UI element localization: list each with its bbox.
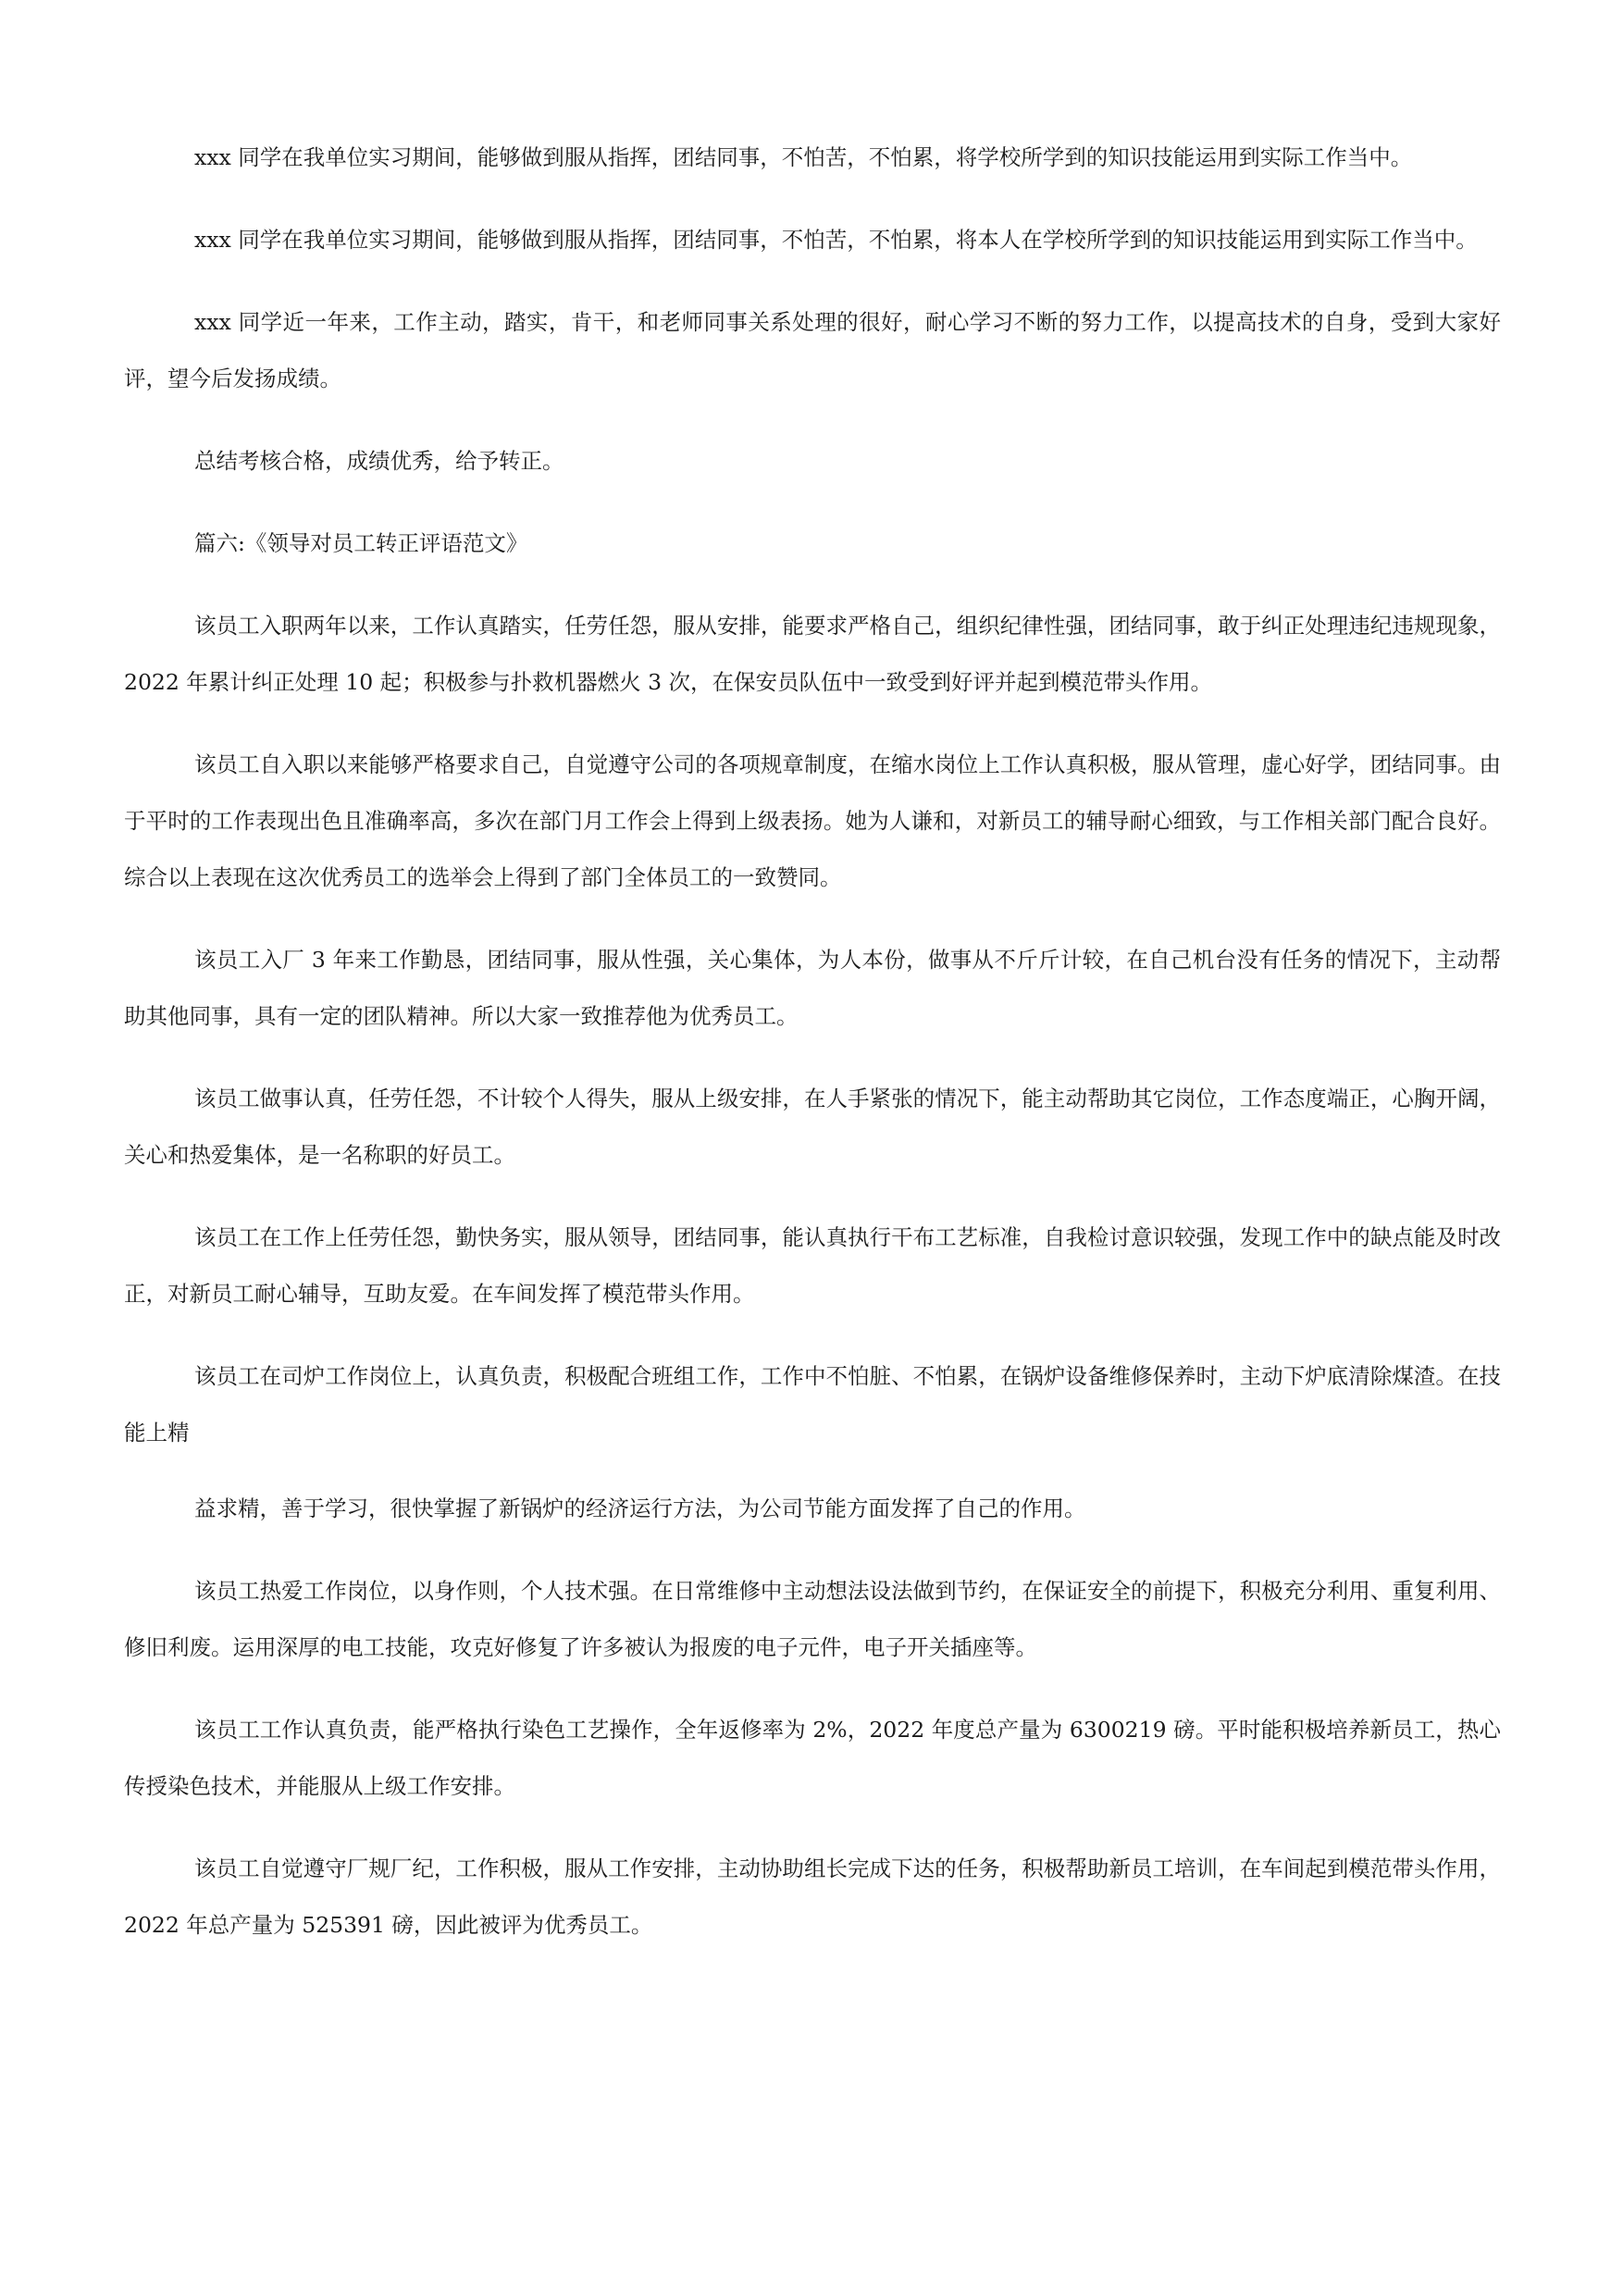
paragraph: 该员工工作认真负责，能严格执行染色工艺操作，全年返修率为 2%，2022 年度总产量为 6300219 磅。平时能积极培养新员工，热心传授染色技术，并能服从上级工作安排。 [124, 1717, 1501, 1799]
paragraph: 总结考核合格，成绩优秀，给予转正。 [194, 448, 564, 474]
paragraph: 该员工自入职以来能够严格要求自己，自觉遵守公司的各项规章制度，在缩水岗位上工作认真积极，服从管理，虚心好学，团结同事。由于平时的工作表现出色且准确率高，多次在部门月工作会上得到上级表扬。她为人谦和，对新员工的辅导耐心细致，与工作相关部门配合良好。综合以上表现在这次优秀员工的选举会上得到了部门全体员工的一致赞同。 [124, 751, 1501, 890]
paragraph: 该员工在工作上任劳任怨，勤快务实，服从领导，团结同事，能认真执行干布工艺标准，自我检讨意识较强，发现工作中的缺点能及时改正，对新员工耐心辅导，互助友爱。在车间发挥了模范带头作用。 [124, 1224, 1501, 1307]
paragraph: 该员工入职两年以来，工作认真踏实，任劳任怨，服从安排，能要求严格自己，组织纪律性强，团结同事，敢于纠正处理违纪违规现象，2022 年累计纠正处理 10 起；积极参与扑救机器燃火 3 次，在保安员队伍中一致受到好评并起到模范带头作用。 [124, 613, 1501, 695]
section-heading: 篇六:《领导对员工转正评语范文》 [194, 530, 528, 556]
paragraph: xxx 同学近一年来，工作主动，踏实，肯干，和老师同事关系处理的很好，耐心学习不断的努力工作，以提高技术的自身，受到大家好评，望今后发扬成绩。 [124, 309, 1501, 391]
paragraph: 该员工在司炉工作岗位上，认真负责，积极配合班组工作，工作中不怕脏、不怕累，在锅炉设备维修保养时，主动下炉底清除煤渣。在技能上精 [124, 1363, 1501, 1446]
paragraph: xxx 同学在我单位实习期间，能够做到服从指挥，团结同事，不怕苦，不怕累，将本人在学校所学到的知识技能运用到实际工作当中。 [194, 227, 1478, 253]
paragraph: 该员工热爱工作岗位，以身作则，个人技术强。在日常维修中主动想法设法做到节约，在保证安全的前提下，积极充分利用、重复利用、修旧利废。运用深厚的电工技能，攻克好修复了许多被认为报废的电子元件，电子开关插座等。 [124, 1578, 1501, 1660]
document-body [124, 130, 1501, 1980]
paragraph: 该员工做事认真，任劳任怨，不计较个人得失，服从上级安排，在人手紧张的情况下，能主动帮助其它岗位，工作态度端正，心胸开阔，关心和热爱集体，是一名称职的好员工。 [124, 1086, 1501, 1168]
paragraph: 该员工入厂 3 年来工作勤恳，团结同事，服从性强，关心集体，为人本份，做事从不斤斤计较，在自己机台没有任务的情况下，主动帮助其他同事，具有一定的团队精神。所以大家一致推荐他为优秀员工。 [124, 947, 1501, 1029]
paragraph: xxx 同学在我单位实习期间，能够做到服从指挥，团结同事，不怕苦，不怕累，将学校所学到的知识技能运用到实际工作当中。 [194, 144, 1413, 170]
paragraph: 益求精，善于学习，很快掌握了新锅炉的经济运行方法，为公司节能方面发挥了自己的作用。 [194, 1496, 1086, 1521]
paragraph: 该员工自觉遵守厂规厂纪，工作积极，服从工作安排，主动协助组长完成下达的任务，积极帮助新员工培训，在车间起到模范带头作用，2022 年总产量为 525391 磅，因此被评为优秀员工。 [124, 1855, 1501, 1938]
